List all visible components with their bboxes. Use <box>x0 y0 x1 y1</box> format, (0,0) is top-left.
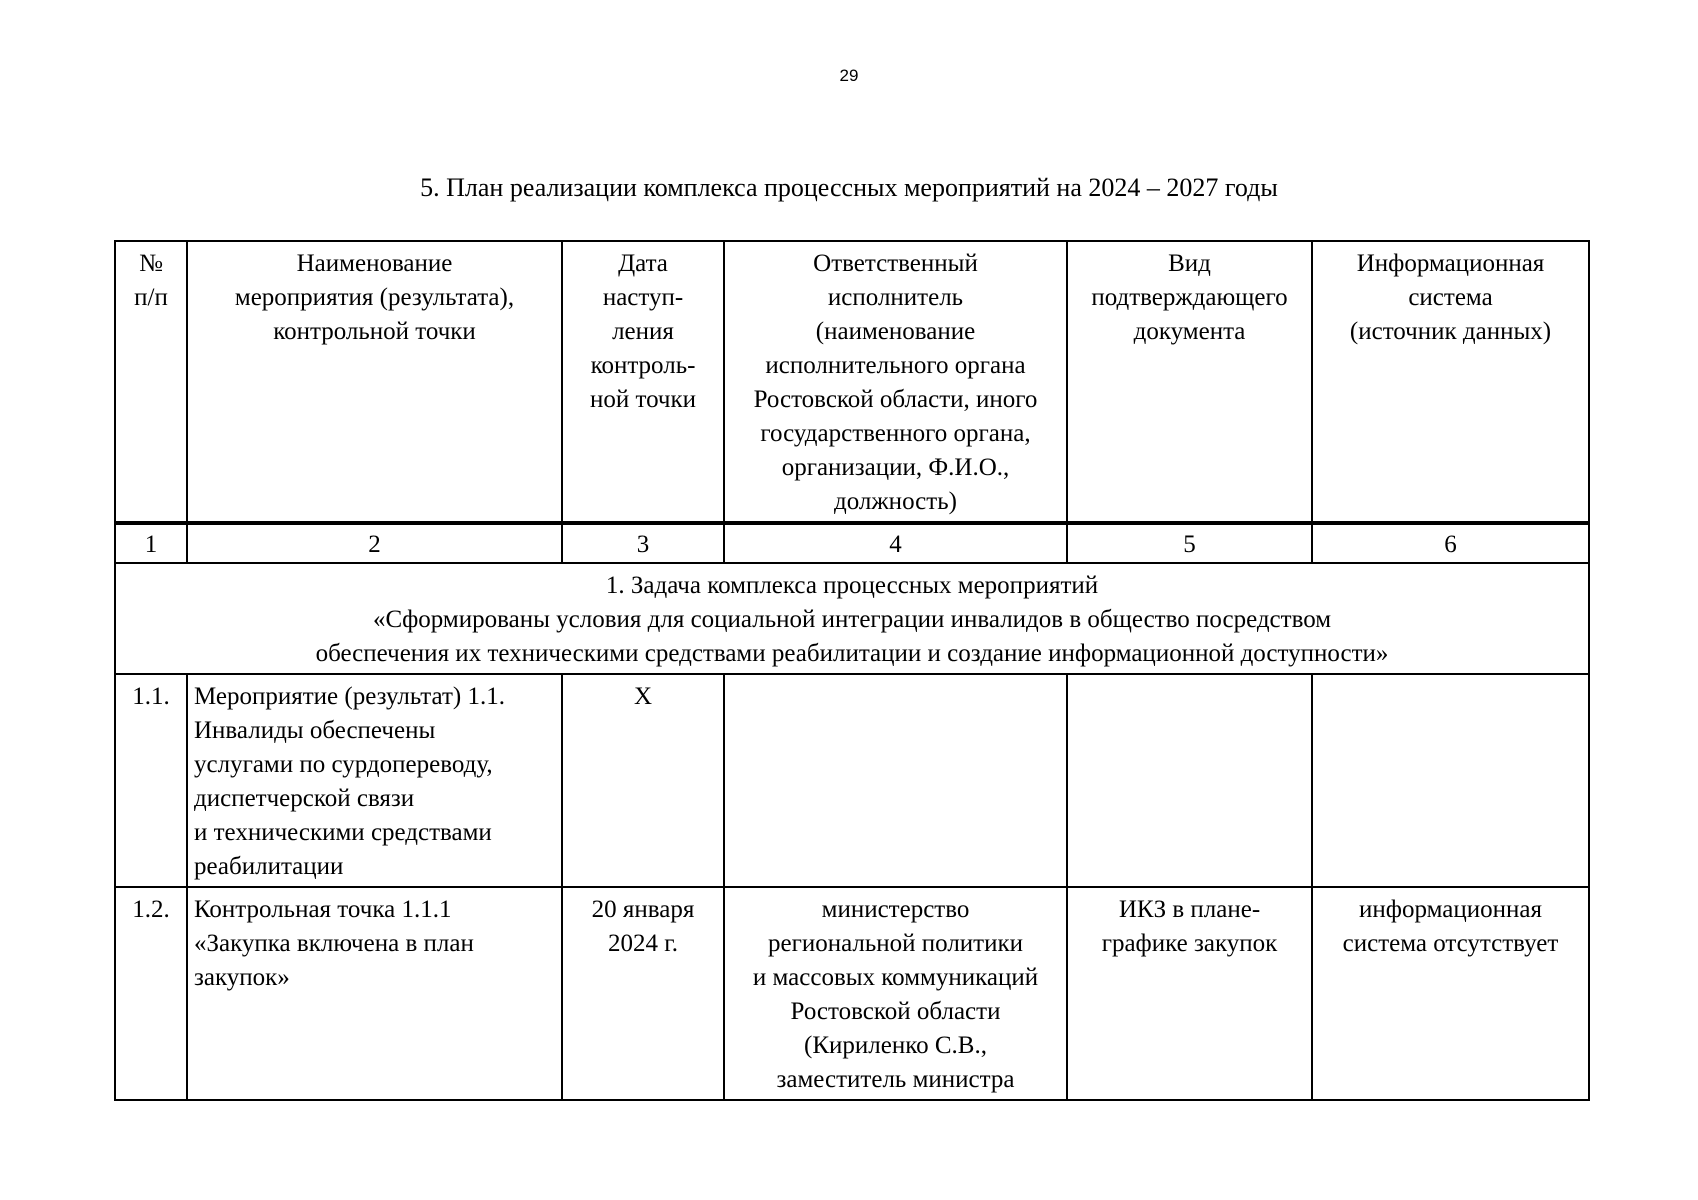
cell-text-line: услугами по сурдопереводу, <box>194 751 493 778</box>
section-header-cell <box>115 563 1589 674</box>
document-title: 5. План реализации комплекса процессных мероприятий на 2024 – 2027 годы <box>420 173 1278 202</box>
implementation-plan-table <box>114 240 1590 1101</box>
row-document-cell <box>1067 887 1312 1100</box>
section-header-row <box>115 563 1589 674</box>
table-row <box>115 674 1589 887</box>
cell-text-line: (источник данных) <box>1349 318 1552 345</box>
row-name-cell <box>187 674 562 887</box>
table-row <box>115 887 1589 1100</box>
cell-text-line: исполнитель <box>827 284 964 311</box>
cell-text-line: Мероприятие (результат) 1.1. <box>194 683 505 710</box>
cell-text-line: контроль- <box>590 352 696 379</box>
cell-text-line: п/п <box>134 284 168 311</box>
row-number-cell: 1.1. <box>115 674 187 887</box>
cell-text-line: и техническими средствами <box>194 819 492 846</box>
cell-text-line: ИКЗ в плане- <box>1118 896 1261 923</box>
cell-text-line: Информационная <box>1356 250 1545 277</box>
cell-text-line: заместитель министра <box>776 1066 1015 1093</box>
column-number-cell: 2 <box>187 523 562 563</box>
cell-text-line: система <box>1408 284 1493 311</box>
cell-text-line: документа <box>1133 318 1246 345</box>
header-cell-document <box>1067 241 1312 523</box>
cell-text-line: 2024 г. <box>608 930 678 957</box>
cell-text-line: Дата <box>618 250 668 277</box>
header-cell-name <box>187 241 562 523</box>
cell-text-line: «Сформированы условия для социальной интеграции инвалидов в общество посредством <box>372 606 1332 633</box>
cell-text-line: Ростовской области <box>790 998 1001 1025</box>
cell-text-line: исполнительного органа <box>765 352 1026 379</box>
header-cell-system <box>1312 241 1589 523</box>
cell-text-line: 20 января <box>591 896 695 923</box>
cell-text-line: Ответственный <box>813 250 978 277</box>
cell-text-line: подтверждающего <box>1091 284 1288 311</box>
cell-text-line: диспетчерской связи <box>194 785 415 812</box>
cell-text-line: (Кириленко С.В., <box>804 1032 987 1059</box>
cell-text-line: региональной политики <box>767 930 1024 957</box>
cell-text-line: графике закупок <box>1101 930 1278 957</box>
cell-text-line: министерство <box>821 896 970 923</box>
header-cell-responsible <box>724 241 1067 523</box>
cell-text-line: контрольной точки <box>273 318 476 345</box>
cell-text-line: и массовых коммуникаций <box>752 964 1039 991</box>
cell-text-line: государственного органа, <box>760 420 1031 447</box>
cell-text-line: информационная <box>1359 896 1542 923</box>
column-number-cell: 1 <box>115 523 187 563</box>
cell-text-line: ной точки <box>589 386 697 413</box>
column-number-cell: 5 <box>1067 523 1312 563</box>
cell-text-line: № <box>139 250 163 277</box>
cell-text-line: наступ- <box>602 284 684 311</box>
column-number-cell: 3 <box>562 523 724 563</box>
cell-text-line: ления <box>612 318 674 345</box>
column-number-row <box>115 523 1589 563</box>
page-number: 29 <box>839 66 859 85</box>
cell-text-line: (наименование <box>815 318 976 345</box>
row-name-cell <box>187 887 562 1100</box>
header-cell-number <box>115 241 187 523</box>
cell-text-line: Наименование <box>296 250 453 277</box>
cell-text-line: закупок» <box>194 964 290 991</box>
cell-text-line: должность) <box>834 488 957 515</box>
cell-text-line: 1. Задача комплекса процессных мероприятий <box>605 572 1099 599</box>
row-document-cell <box>1067 674 1312 887</box>
row-date-cell <box>562 674 724 887</box>
row-system-cell <box>1312 887 1589 1100</box>
row-number-cell: 1.2. <box>115 887 187 1100</box>
cell-text-line: Вид <box>1168 250 1211 277</box>
row-system-cell <box>1312 674 1589 887</box>
cell-text-line: Инвалиды обеспечены <box>194 717 436 744</box>
row-responsible-cell <box>724 674 1067 887</box>
column-number-cell: 6 <box>1312 523 1589 563</box>
cell-text-line: обеспечения их техническими средствами реабилитации и создание информационной доступности» <box>315 640 1389 667</box>
cell-text-line: «Закупка включена в план <box>194 930 474 957</box>
cell-text-line: мероприятия (результата), <box>234 284 515 311</box>
cell-text-line: X <box>633 683 653 710</box>
cell-text-line: Ростовской области, иного <box>753 386 1038 413</box>
table-header-row <box>115 241 1589 523</box>
cell-text-line: система отсутствует <box>1342 930 1559 957</box>
column-number-cell: 4 <box>724 523 1067 563</box>
cell-text-line: реабилитации <box>194 853 344 880</box>
row-date-cell <box>562 887 724 1100</box>
cell-text-line: Контрольная точка 1.1.1 <box>194 896 452 923</box>
cell-text-line: организации, Ф.И.О., <box>781 454 1010 481</box>
header-cell-date <box>562 241 724 523</box>
row-responsible-cell <box>724 887 1067 1100</box>
